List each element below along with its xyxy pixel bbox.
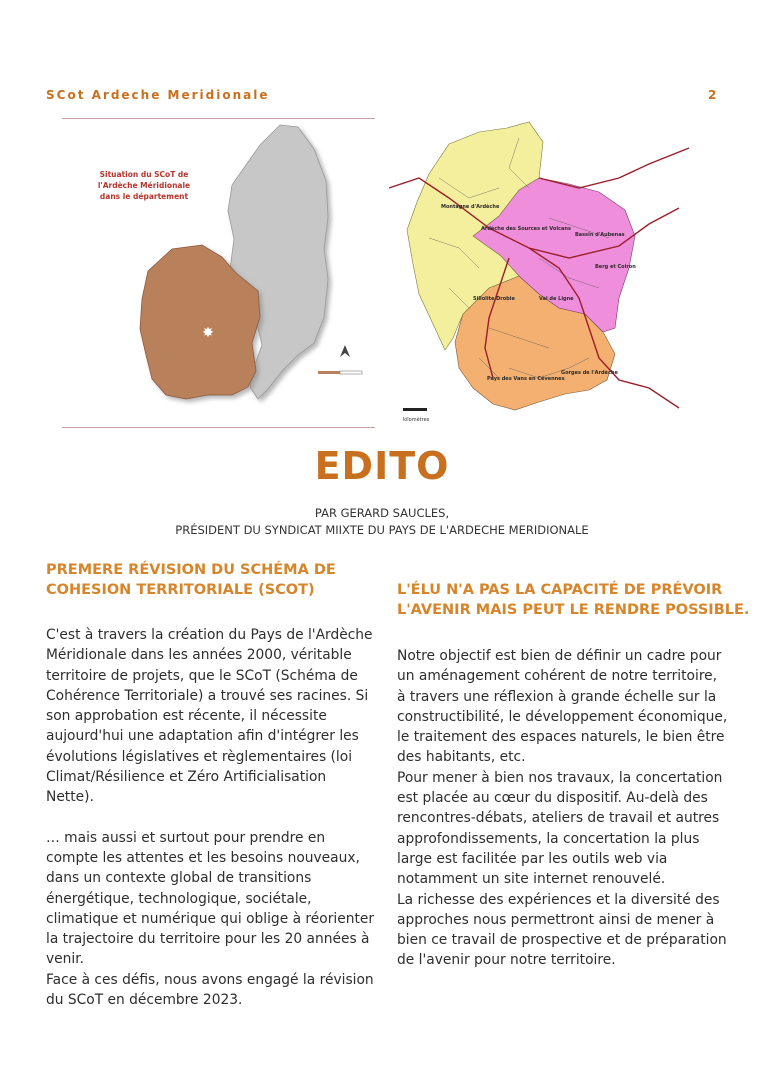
left-heading xyxy=(46,560,336,600)
map-caption-line-2: l'Ardèche Méridionale xyxy=(97,181,191,190)
page-title: EDITO xyxy=(314,444,450,488)
scale-bar xyxy=(403,408,427,411)
label-gorges: Gorges de l'Ardèche xyxy=(561,370,618,376)
left-heading-line-1: PREMERE RÉVISION DU SCHÉMA DE xyxy=(46,562,336,578)
label-drobie: Sillolite Drobie xyxy=(473,296,515,302)
header-title: SCot Ardeche Meridionale xyxy=(46,88,270,102)
star-icon: ✸ xyxy=(202,325,214,341)
label-berg-coiron: Berg et Coiron xyxy=(595,264,636,270)
left-column xyxy=(46,625,374,1010)
byline-author: PAR GERARD SAUCLES, xyxy=(314,506,450,520)
byline-role: PRÉSIDENT DU SYNDICAT MIIXTE DU PAYS DE L'ARDECHE MERIDIONALE xyxy=(175,523,589,537)
label-val-ligne: Val de Ligne xyxy=(539,296,574,302)
label-sources-volcans: Ardèche des Sources et Volcans xyxy=(481,226,571,232)
map-caption-line-3: dans le département xyxy=(99,192,189,201)
left-paragraph-3: Face à ces défis, nous avons engagé la révision du SCoT en décembre 2023. xyxy=(46,971,374,1009)
right-paragraph-3: La richesse des expériences et la diversité des approches nous permettront ainsi de mener à bien ce travail de prospective et de préparation de l'avenir pour notre territoire. xyxy=(397,891,727,969)
right-column xyxy=(397,646,729,971)
label-bassin-aubenas: Bassin d'Aubenas xyxy=(575,232,625,238)
byline xyxy=(0,505,764,539)
right-paragraph-2: Pour mener à bien nos travaux, la concertation est placée au cœur du dispositif. Au-delà des rencontres-débats, ateliers de travail et autres approfondissements, la concertation la plus large est facilitée par les outils web via notamment un site internet renouvelé. xyxy=(397,769,723,888)
right-paragraph-1: Notre objectif est bien de définir un cadre pour un aménagement cohérent de notre territoire, à travers une réflexion à grande échelle sur la constructibilité, le développement économique, le traitement des espaces naturels, le bien être des habitants, etc. xyxy=(397,648,728,766)
left-paragraph-2: … mais aussi et surtout pour prendre en compte les attentes et les besoins nouveaux, dans un contexte global de transitions énergétique, technologique, sociétale, climatique et numérique qui oblige à réorienter la trajectoire du territoire pour les 20 années à venir. xyxy=(46,829,375,968)
label-pays-vans: Pays des Vans en Cévennes xyxy=(487,376,565,382)
left-heading-line-2: COHESION TERRITORIALE (SCOT) xyxy=(46,582,315,598)
page-number: 2 xyxy=(708,88,717,102)
right-heading-line-1: L'ÉLU N'A PAS LA CAPACITÉ DE PRÉVOIR xyxy=(397,582,723,598)
right-heading xyxy=(397,580,749,620)
north-arrow-icon xyxy=(340,345,350,357)
label-montagne: Montagne d'Ardèche xyxy=(441,204,500,210)
map-caption-line-1: Situation du SCoT de xyxy=(99,170,189,179)
road-northeast xyxy=(539,148,689,188)
territories-map xyxy=(389,118,699,426)
left-paragraph-1: C'est à travers la création du Pays de l'Ardèche Méridionale dans les années 2000, véritable territoire de projets, que le SCoT (Schéma de Cohérence Territoriale) a trouvé ses racines. Si son approbation est récente, il nécessite aujourd'hui une adaptation afin d'intégrer les évolutions législatives et règlementaires (loi Climat/Résilience et Zéro Artificialisation Nette). xyxy=(46,627,373,806)
right-heading-line-2: L'AVENIR MAIS PEUT LE RENDRE POSSIBLE. xyxy=(397,602,750,618)
department-situation-map xyxy=(62,118,375,428)
scale-label: kilomètres xyxy=(403,417,430,423)
